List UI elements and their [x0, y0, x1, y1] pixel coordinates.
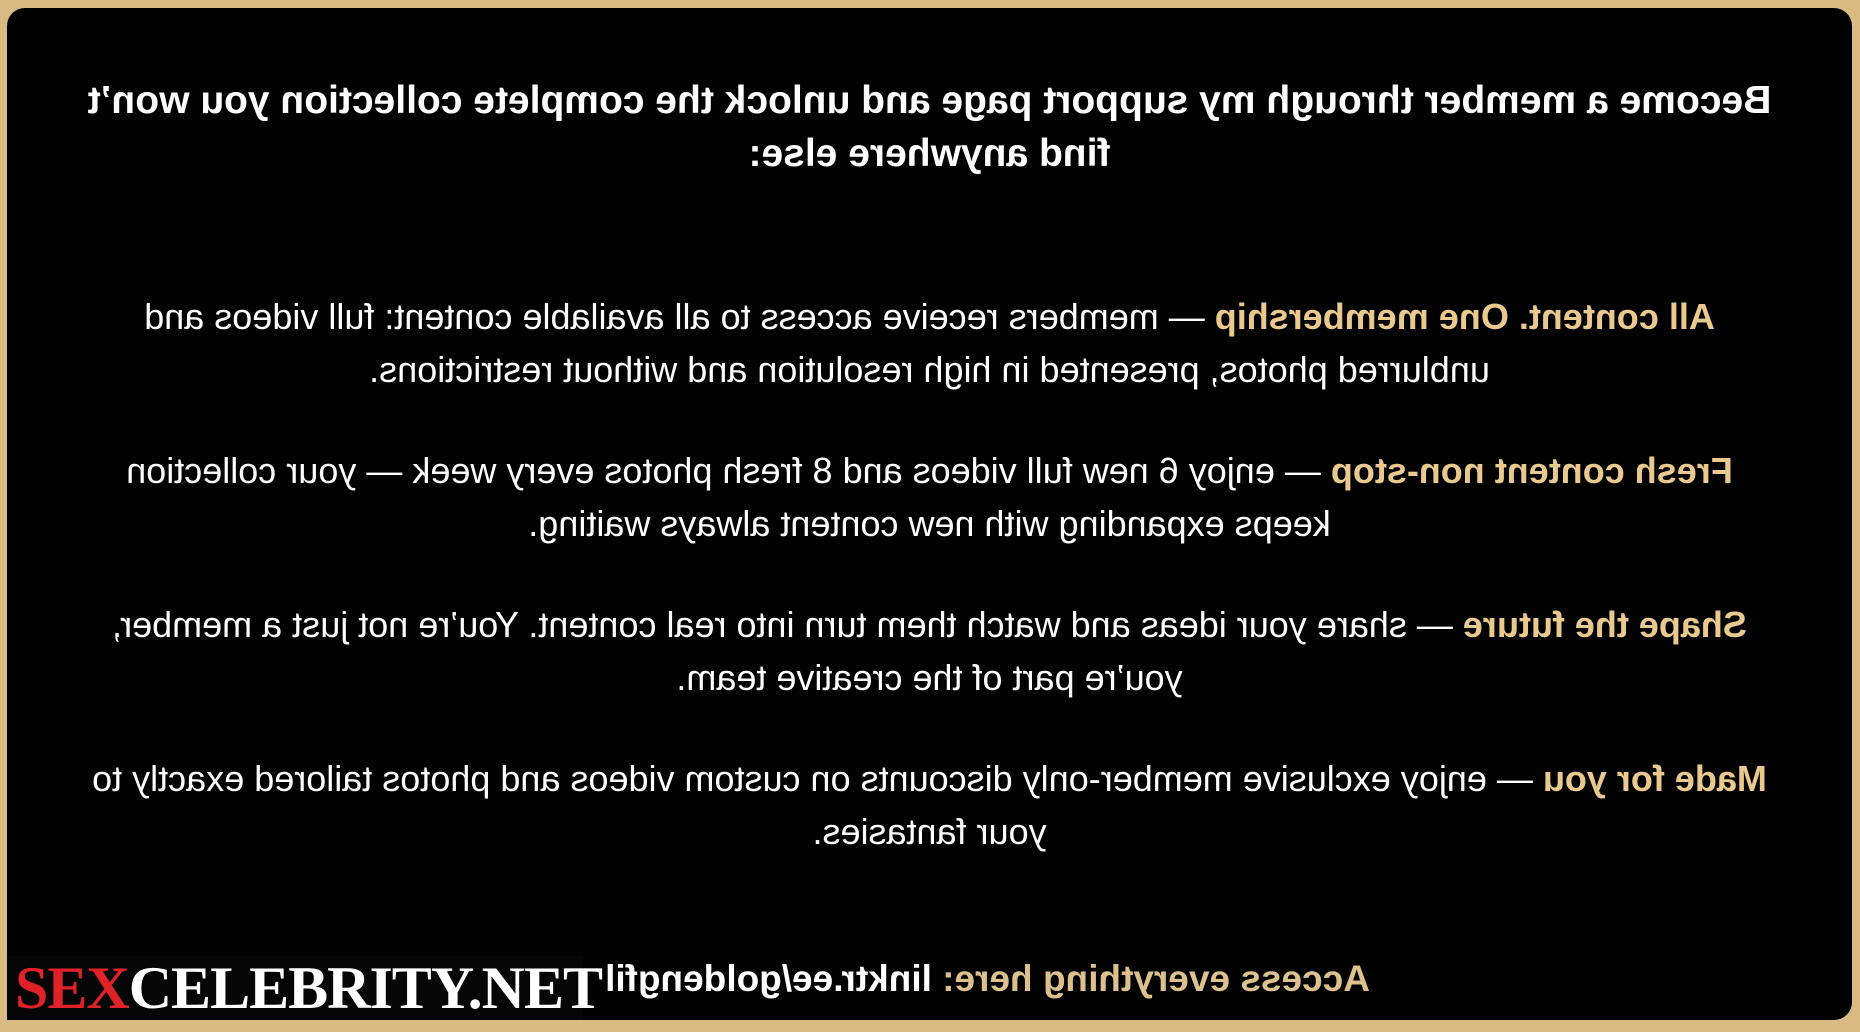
benefit-item [85, 752, 1775, 858]
promo-content [7, 8, 1852, 858]
benefit-body: — share your ideas and watch them turn into real content. You’re not just a member, you’re part of the creative team. [112, 604, 1453, 698]
watermark-celebrity: CELEBRITY.NET [128, 955, 603, 1021]
benefit-item [85, 444, 1775, 550]
benefit-body: — enjoy 6 new full videos and 8 fresh photos every week — your collection keeps expanding with new content always waiting. [126, 450, 1331, 544]
benefit-lead: Fresh content non-stop [1330, 450, 1733, 491]
benefit-lead: Shape the future [1462, 604, 1747, 645]
benefit-item [85, 598, 1775, 704]
benefit-item [85, 290, 1775, 396]
benefit-body: — enjoy exclusive member-only discounts on custom videos and photos tailored exactly to your fantasies. [92, 758, 1533, 852]
promo-panel [7, 8, 1852, 1020]
benefit-body: — members receive access to all available content: full videos and unblurred photos, presented in high resolution and without restrictions. [144, 296, 1490, 390]
linktree-link[interactable]: linktr.ee/goldengfil [605, 958, 932, 999]
access-label: Access everything here: [942, 958, 1370, 999]
benefit-lead: Made for you [1542, 758, 1767, 799]
watermark-sex: SEX [15, 955, 129, 1021]
watermark [7, 955, 603, 1021]
benefit-lead: All content. One membership [1214, 296, 1715, 337]
mirrored-content-layer [7, 8, 1852, 1020]
promo-heading: Become a member through my support page and unlock the complete collection you won’t find anywhere else: [87, 79, 1772, 175]
